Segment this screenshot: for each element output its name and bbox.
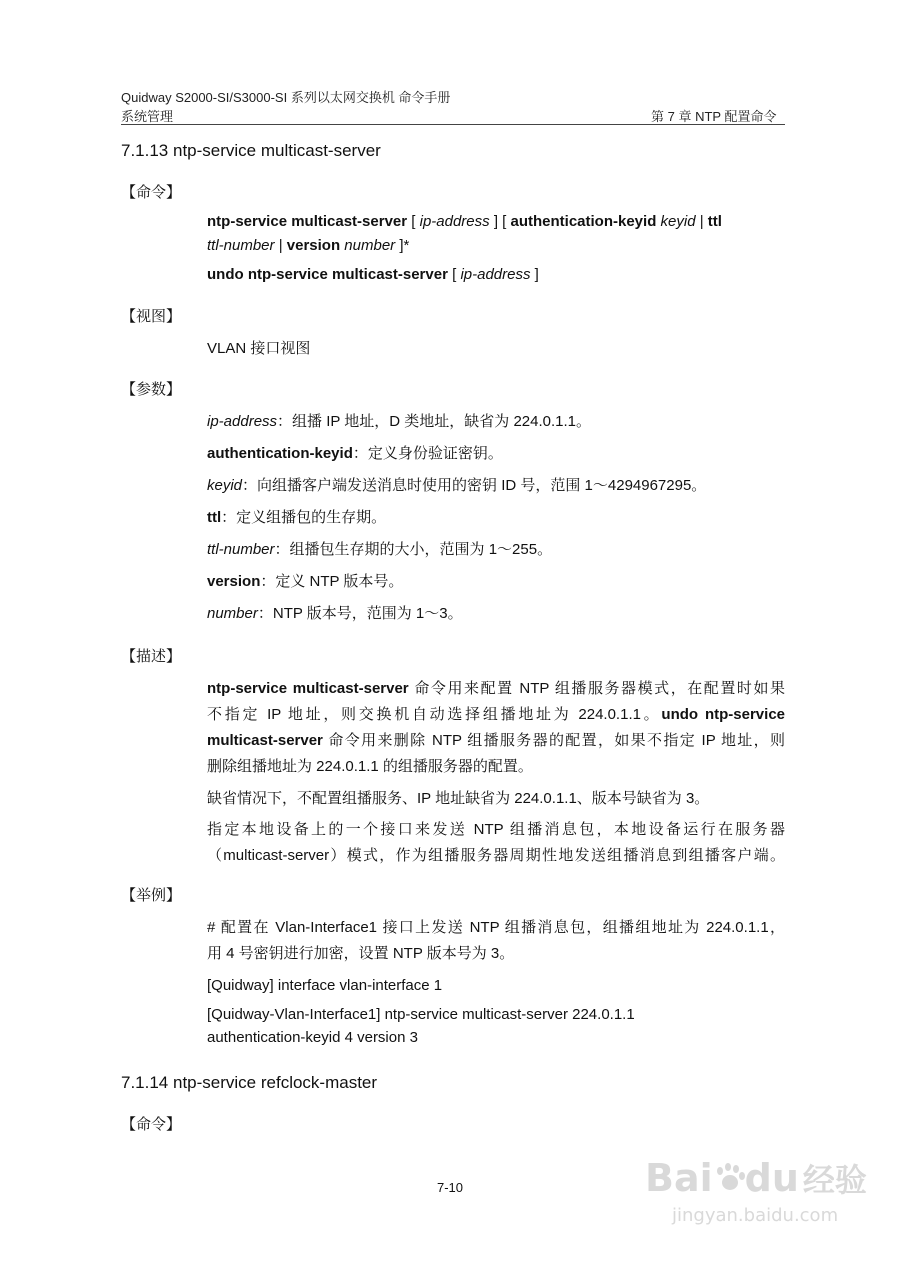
header-chapter: 第 7 章 NTP 配置命令	[651, 109, 777, 124]
watermark-logo: Bai du 经验	[645, 1156, 867, 1200]
section-title-7-1-13: 7.1.13 ntp-service multicast-server	[121, 141, 381, 160]
description-paragraph-2: 缺省情况下，不配置组播服务、IP 地址缺省为 224.0.1.1、版本号缺省为 3。	[207, 790, 710, 807]
header-section: 系统管理	[121, 109, 174, 124]
paw-icon	[713, 1163, 745, 1193]
param-keyid: keyid：向组播客户端发送消息时使用的密钥 ID 号，范围 1～4294967295。	[207, 477, 707, 494]
example-command-1: [Quidway] interface vlan-interface 1	[207, 977, 443, 994]
header-product: Quidway S2000-SI/S3000-SI 系列以太网交换机 命令手册	[121, 90, 451, 105]
watermark-url: jingyan.baidu.com	[672, 1205, 839, 1226]
tag-view: 【视图】	[121, 308, 182, 325]
section-title-7-1-14: 7.1.14 ntp-service refclock-master	[121, 1073, 378, 1092]
param-ttl: ttl：定义组播包的生存期。	[207, 509, 387, 526]
param-version: version：定义 NTP 版本号。	[207, 573, 404, 590]
example-command-3: authentication-keyid 4 version 3	[207, 1029, 418, 1046]
param-number: number：NTP 版本号，范围为 1～3。	[207, 605, 463, 622]
example-description: # 配置在 Vlan-Interface1 接口上发送 NTP 组播消息包，组播组地址为 224.0.1.1， 用 4 号密钥进行加密，设置 NTP 版本号为 3。	[207, 919, 785, 962]
header-rule	[121, 124, 785, 125]
page-number: 7-10	[437, 1180, 464, 1195]
param-authentication-keyid: authentication-keyid：定义身份验证密钥。	[207, 445, 503, 462]
tag-description: 【描述】	[121, 648, 182, 665]
param-ttl-number: ttl-number：组播包生存期的大小，范围为 1～255。	[207, 541, 553, 558]
view-text: VLAN 接口视图	[207, 340, 311, 357]
command-line-1: ntp-service multicast-server [ ip-address ] [ authentication-keyid keyid | ttl	[207, 213, 722, 230]
command-undo: undo ntp-service multicast-server [ ip-address ]	[207, 266, 539, 283]
description-paragraph-3: 指定本地设备上的一个接口来发送 NTP 组播消息包，本地设备运行在服务器 （multicast-server）模式，作为组播服务器周期性地发送组播消息到组播客户端。	[207, 821, 785, 864]
example-command-2: [Quidway-Vlan-Interface1] ntp-service multicast-server 224.0.1.1	[207, 1006, 635, 1023]
tag-command: 【命令】	[121, 184, 182, 201]
tag-parameters: 【参数】	[121, 381, 182, 398]
description-paragraph-1: ntp-service multicast-server 命令用来配置 NTP 组播服务器模式，在配置时如果 不指定 IP 地址，则交换机自动选择组播地址为 224.0.1.1。undo ntp-service multicast-server 命令用来删除 NTP 组播服务器的配置，如果不指定 IP 地址，则 删除组播地址为 224.0.1.1 的组播服务器的配置。	[207, 680, 786, 775]
tag-command-2: 【命令】	[121, 1116, 182, 1133]
tag-example: 【举例】	[121, 887, 182, 904]
command-line-2: ttl-number | version number ]*	[207, 237, 410, 254]
param-ip-address: ip-address：组播 IP 地址，D 类地址，缺省为 224.0.1.1。	[207, 413, 592, 430]
